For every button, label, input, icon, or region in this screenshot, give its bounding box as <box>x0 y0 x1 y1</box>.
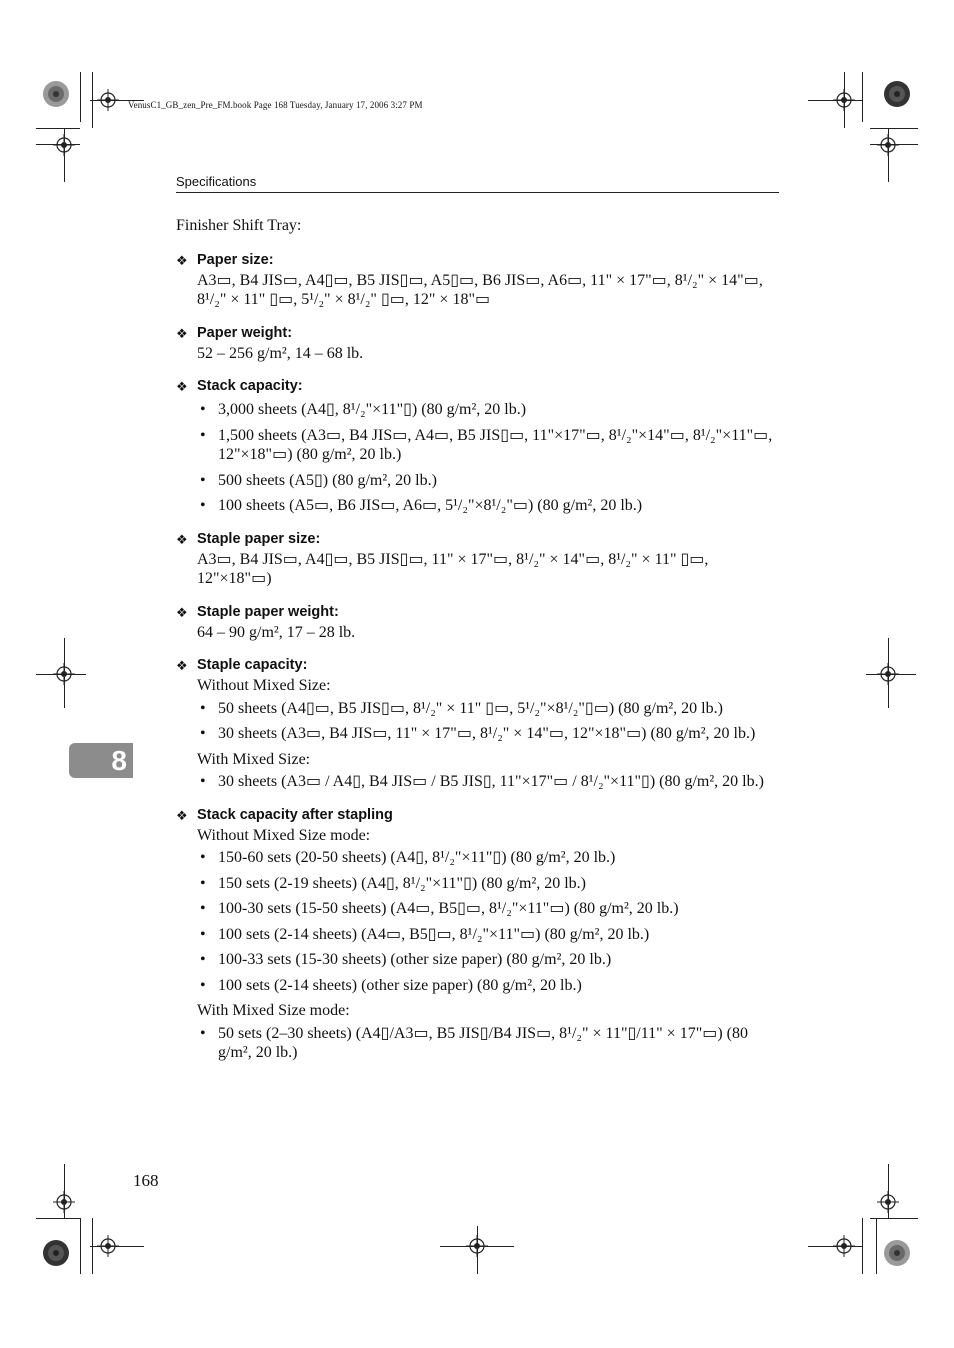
section-heading: Stack capacity: <box>197 378 303 395</box>
running-header: Specifications <box>176 174 257 189</box>
section-stack-after-stapling <box>176 806 779 1063</box>
list-item: • 100 sets (2-14 sheets) (A4▭, B5▯▭, 8¹/₂"×11"▭) (80 g/m², 20 lb.) <box>197 925 779 945</box>
color-bar-dark-icon <box>883 80 911 108</box>
list-item: • 3,000 sheets (A4▯, 8¹/₂"×11"▯) (80 g/m², 20 lb.) <box>197 400 779 420</box>
header-rule <box>176 192 779 193</box>
list-item: • 100 sets (2-14 sheets) (other size paper) (80 g/m², 20 lb.) <box>197 976 779 996</box>
registration-target-icon <box>97 89 119 111</box>
list-item: • 100 sheets (A5▭, B6 JIS▭, A6▭, 5¹/₂"×8¹/₂"▭) (80 g/m², 20 lb.) <box>197 496 779 516</box>
color-bar-dark-icon <box>42 1239 70 1267</box>
list-item: • 100-33 sets (15-30 sheets) (other size paper) (80 g/m², 20 lb.) <box>197 950 779 970</box>
section-body: 52 – 256 g/m², 14 – 68 lb. <box>197 344 364 362</box>
list-item: • 30 sheets (A3▭, B4 JIS▭, 11" × 17"▭, 8¹/₂" × 14"▭, 12"×18"▭) (80 g/m², 20 lb.) <box>197 724 779 744</box>
list-item: • 500 sheets (A5▯) (80 g/m², 20 lb.) <box>197 471 779 491</box>
subheading: With Mixed Size mode: <box>197 1002 350 1019</box>
main-content <box>176 216 779 1077</box>
section-heading: Stack capacity after stapling <box>197 806 393 823</box>
registration-target-icon <box>53 134 75 156</box>
registration-target-icon <box>833 89 855 111</box>
section-heading: Staple capacity: <box>197 657 308 674</box>
diamond-bullet-icon: ❖ <box>176 604 188 620</box>
section-staple-paper-size <box>176 530 779 589</box>
color-bar-light-icon <box>42 80 70 108</box>
section-staple-capacity <box>176 656 779 792</box>
section-heading: Paper weight: <box>197 324 293 341</box>
diamond-bullet-icon: ❖ <box>176 807 188 823</box>
chapter-tab: 8 <box>69 743 133 778</box>
list-item: • 150 sets (2-19 sheets) (A4▯, 8¹/₂"×11"▯) (80 g/m², 20 lb.) <box>197 874 779 894</box>
registration-target-icon <box>877 1191 899 1213</box>
list-item: • 150-60 sets (20-50 sheets) (A4▯, 8¹/₂"×11"▯) (80 g/m², 20 lb.) <box>197 848 779 868</box>
registration-target-icon <box>466 1235 488 1257</box>
section-body: A3▭, B4 JIS▭, A4▯▭, B5 JIS▯▭, 11" × 17"▭, 8¹/₂" × 14"▭, 8¹/₂" × 11" ▯▭, 12"×18"▭) <box>197 550 709 587</box>
registration-target-icon <box>53 1191 75 1213</box>
section-staple-paper-weight <box>176 603 779 643</box>
section-stack-capacity <box>176 377 779 516</box>
section-heading: Staple paper size: <box>197 530 321 547</box>
book-info: VenusC1_GB_zen_Pre_FM.book Page 168 Tuesday, January 17, 2006 3:27 PM <box>128 100 423 110</box>
section-heading: Staple paper weight: <box>197 603 339 620</box>
diamond-bullet-icon: ❖ <box>176 531 188 547</box>
list-item: • 100-30 sets (15-50 sheets) (A4▭, B5▯▭, 8¹/₂"×11"▭) (80 g/m², 20 lb.) <box>197 899 779 919</box>
list-item: • 1,500 sheets (A3▭, B4 JIS▭, A4▭, B5 JIS▯▭, 11"×17"▭, 8¹/₂"×14"▭, 8¹/₂"×11"▭, 12"×18"▭) (80 g/m², 20 lb.) <box>197 426 779 465</box>
diamond-bullet-icon: ❖ <box>176 379 188 395</box>
section-heading: Paper size: <box>197 251 274 268</box>
diamond-bullet-icon: ❖ <box>176 325 188 341</box>
color-bar-light-icon <box>883 1239 911 1267</box>
registration-target-icon <box>833 1235 855 1257</box>
subheading: With Mixed Size: <box>197 750 311 768</box>
list-item: • 50 sheets (A4▯▭, B5 JIS▯▭, 8¹/₂" × 11" ▯▭, 5¹/₂"×8¹/₂"▯▭) (80 g/m², 20 lb.) <box>197 699 779 719</box>
subheading: Without Mixed Size: <box>197 677 331 694</box>
diamond-bullet-icon: ❖ <box>176 252 188 268</box>
section-paper-weight <box>176 324 779 364</box>
section-body: A3▭, B4 JIS▭, A4▯▭, B5 JIS▯▭, A5▯▭, B6 JIS▭, A6▭, 11" × 17"▭, 8¹/₂" × 14"▭, 8¹/₂" × 11" ▯▭, 5¹/₂" × 8¹/₂" ▯▭, 12" × 18"▭ <box>197 271 763 308</box>
subheading: Without Mixed Size mode: <box>197 826 371 844</box>
registration-target-icon <box>877 134 899 156</box>
list-item: • 50 sets (2–30 sheets) (A4▯/A3▭, B5 JIS▯/B4 JIS▭, 8¹/₂" × 11"▯/11" × 17"▭) (80 g/m², 20 lb.) <box>197 1024 779 1063</box>
section-paper-size <box>176 251 779 310</box>
registration-target-icon <box>97 1235 119 1257</box>
list-item: • 30 sheets (A3▭ / A4▯, B4 JIS▭ / B5 JIS▯, 11"×17"▭ / 8¹/₂"×11"▯) (80 g/m², 20 lb.) <box>197 772 779 792</box>
intro-text: Finisher Shift Tray: <box>176 217 302 234</box>
section-body: 64 – 90 g/m², 17 – 28 lb. <box>197 623 356 641</box>
registration-target-icon <box>53 663 75 685</box>
diamond-bullet-icon: ❖ <box>176 658 188 674</box>
registration-target-icon <box>877 663 899 685</box>
page-number: 168 <box>133 1171 159 1190</box>
